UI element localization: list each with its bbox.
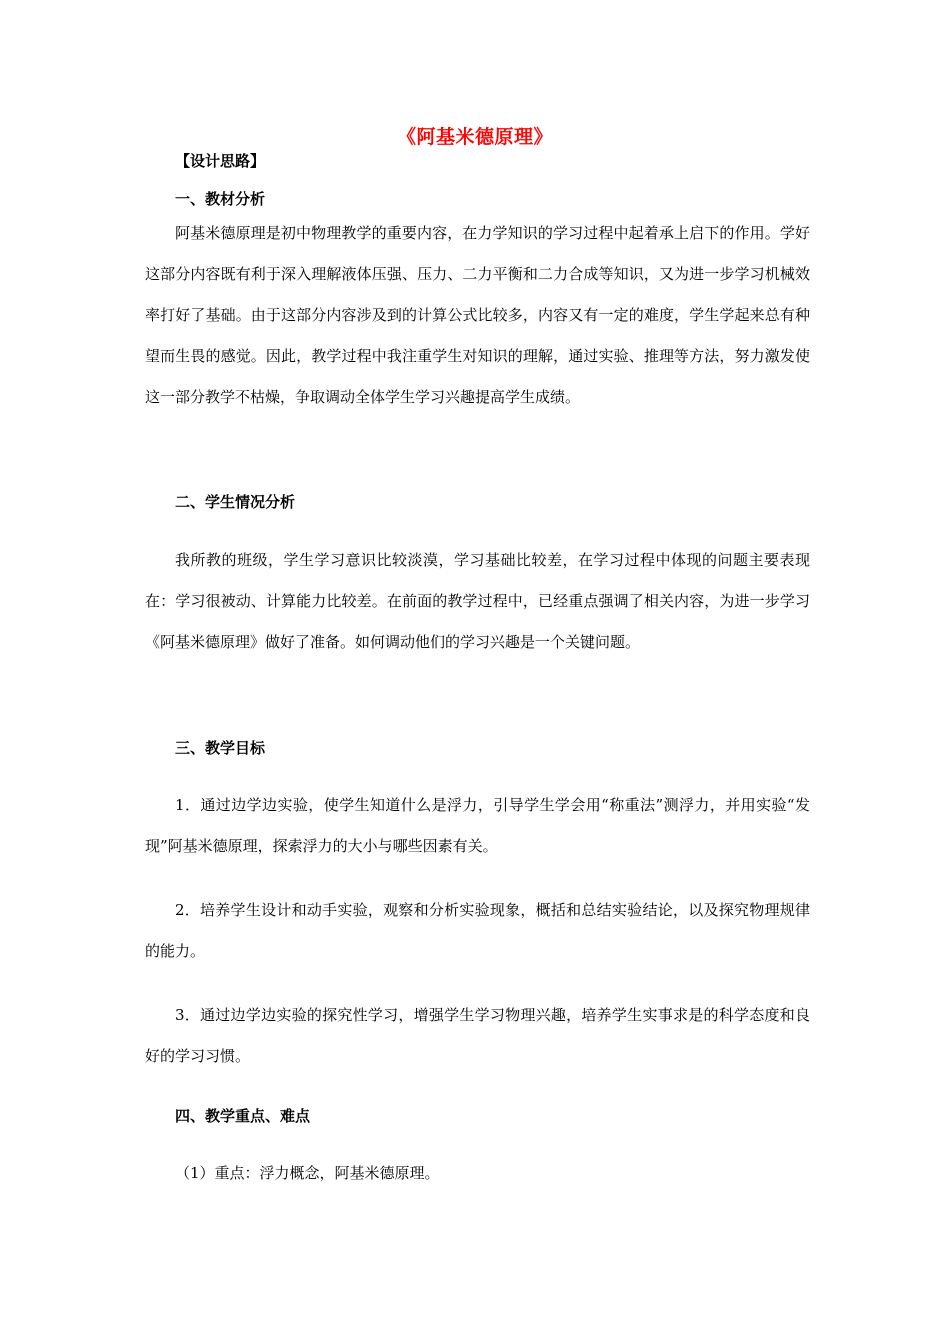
- paragraph-key-point-1: （1）重点：浮力概念，阿基米德原理。: [175, 1164, 440, 1182]
- paragraph-goal-2: 2．培养学生设计和动手实验，观察和分析实验现象，概括和总结实验结论，以及探究物理规律的能力。: [145, 901, 810, 960]
- design-label: 【设计思路】: [175, 152, 266, 170]
- paragraph-goal-3: 3．通过边学边实验的探究性学习，增强学生学习物理兴趣，培养学生实事求是的科学态度和良好的学习习惯。: [145, 1006, 810, 1065]
- section-heading-key-points: 四、教学重点、难点: [175, 1107, 311, 1125]
- section-heading-student-analysis: 二、学生情况分析: [175, 493, 296, 511]
- paragraph-student-analysis: 我所教的班级，学生学习意识比较淡漠，学习基础比较差，在学习过程中体现的问题主要表现在：学习很被动、计算能力比较差。在前面的教学过程中，已经重点强调了相关内容，为进一步学习《阿基米德原理》做好了准备。如何调动他们的学习兴趣是一个关键问题。: [145, 551, 810, 651]
- document-title: 《阿基米德原理》: [396, 126, 553, 148]
- paragraph-textbook-analysis: 阿基米德原理是初中物理教学的重要内容，在力学知识的学习过程中起着承上启下的作用。学好这部分内容既有利于深入理解液体压强、压力、二力平衡和二力合成等知识，又为进一步学习机械效率打好了基础。由于这部分内容涉及到的计算公式比较多，内容又有一定的难度，学生学起来总有种望而生畏的感觉。因此，教学过程中我注重学生对知识的理解，通过实验、推理等方法，努力激发使这一部分教学不枯燥，争取调动全体学生学习兴趣提高学生成绩。: [145, 224, 810, 406]
- paragraph-goal-1: 1．通过边学边实验，使学生知道什么是浮力，引导学生学会用“称重法”测浮力，并用实验“发现”阿基米德原理，探索浮力的大小与哪些因素有关。: [145, 796, 810, 855]
- section-heading-textbook-analysis: 一、教材分析: [175, 190, 266, 208]
- section-heading-teaching-goals: 三、教学目标: [175, 739, 266, 757]
